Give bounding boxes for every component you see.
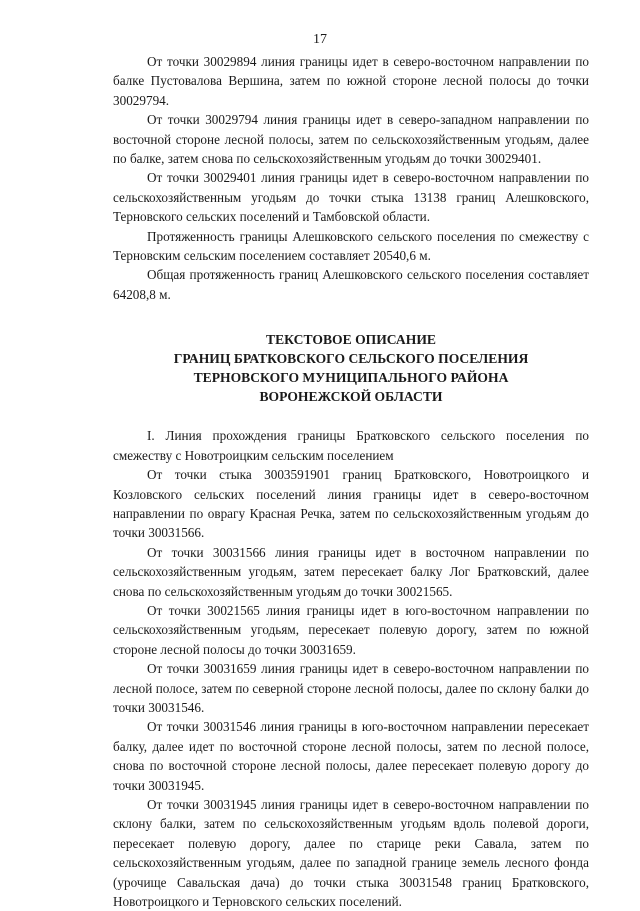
heading-line: ТЕКСТОВОЕ ОПИСАНИЕ xyxy=(266,332,436,348)
paragraph: От точки стыка 3003591901 границ Братковского, Новотроицкого и Козловского сельских поселений линия границы идет в северо-восточном направлении по оврагу Красная Речка, затем по сельскохозяйственным угодьям до точки 30031566. xyxy=(113,467,589,541)
paragraph: От точки 30031945 линия границы идет в северо-восточном направлении по склону балки, затем по сельскохозяйственным угодьям вдоль полевой дороги, пересекает полевую дорогу, далее по старице реки Савала, затем по сельскохозяйственным угодьям, далее по западной границе земель лесного фонда (урочище Савальская дача) до точки стыка 30031548 границ Братковского, Новотроицкого и Терновского сельских поселений. xyxy=(113,797,589,910)
heading-line: ТЕРНОВСКОГО МУНИЦИПАЛЬНОГО РАЙОНА xyxy=(193,370,509,386)
paragraph: От точки 30031566 линия границы идет в восточном направлении по сельскохозяйственным угодьям, затем пересекает балку Лог Братковский, далее снова по сельскохозяйственным угодьям до точки 30021565. xyxy=(113,544,589,599)
paragraph: От точки 30031546 линия границы в юго-восточном направлении пересекает балку, далее идет по восточной стороне лесной полосы, затем по лесной полосе, снова по восточной стороне лесной полосы, далее пересекает полевую дорогу до точки 30031945. xyxy=(113,719,589,793)
paragraph: Протяженность границы Алешковского сельского поселения по смежеству с Терновским сельским поселением составляет 20540,6 м. xyxy=(113,228,589,264)
heading-line: ВОРОНЕЖСКОЙ ОБЛАСТИ xyxy=(259,389,443,405)
section-heading xyxy=(113,330,589,406)
document-body xyxy=(113,52,589,911)
paragraph: От точки 30029401 линия границы идет в северо-восточном направлении по сельскохозяйственным угодьям до точки стыка 13138 границ Алешковского, Терновского сельских поселений и Тамбовской области. xyxy=(113,170,589,225)
paragraph: I. Линия прохождения границы Братковского сельского поселения по смежеству с Новотроицким сельским поселением xyxy=(113,428,589,463)
paragraph: От точки 30031659 линия границы идет в северо-восточном направлении по лесной полосе, затем по северной стороне лесной полосы, далее по склону балки до точки 30031546. xyxy=(113,661,589,715)
paragraph: От точки 30021565 линия границы идет в юго-восточном направлении по сельскохозяйственным угодьям, пересекает полевую дорогу, затем по южной стороне лесной полосы до точки 30031659. xyxy=(113,602,589,657)
paragraph: От точки 30029794 линия границы идет в северо-западном направлении по восточной стороне лесной полосы, затем по сельскохозяйственным угодьям, далее по балке, затем снова по сельскохозяйственным угодьям до точки 30029401. xyxy=(113,112,589,167)
heading-line: ГРАНИЦ БРАТКОВСКОГО СЕЛЬСКОГО ПОСЕЛЕНИЯ xyxy=(173,351,529,367)
page-number: 17 xyxy=(313,32,327,47)
paragraph: От точки 30029894 линия границы идет в северо-восточном направлении по балке Пустовалова Вершина, затем по южной стороне лесной полосы до точки 30029794. xyxy=(113,54,589,108)
paragraph: Общая протяженность границ Алешковского сельского поселения составляет 64208,8 м. xyxy=(113,267,589,302)
